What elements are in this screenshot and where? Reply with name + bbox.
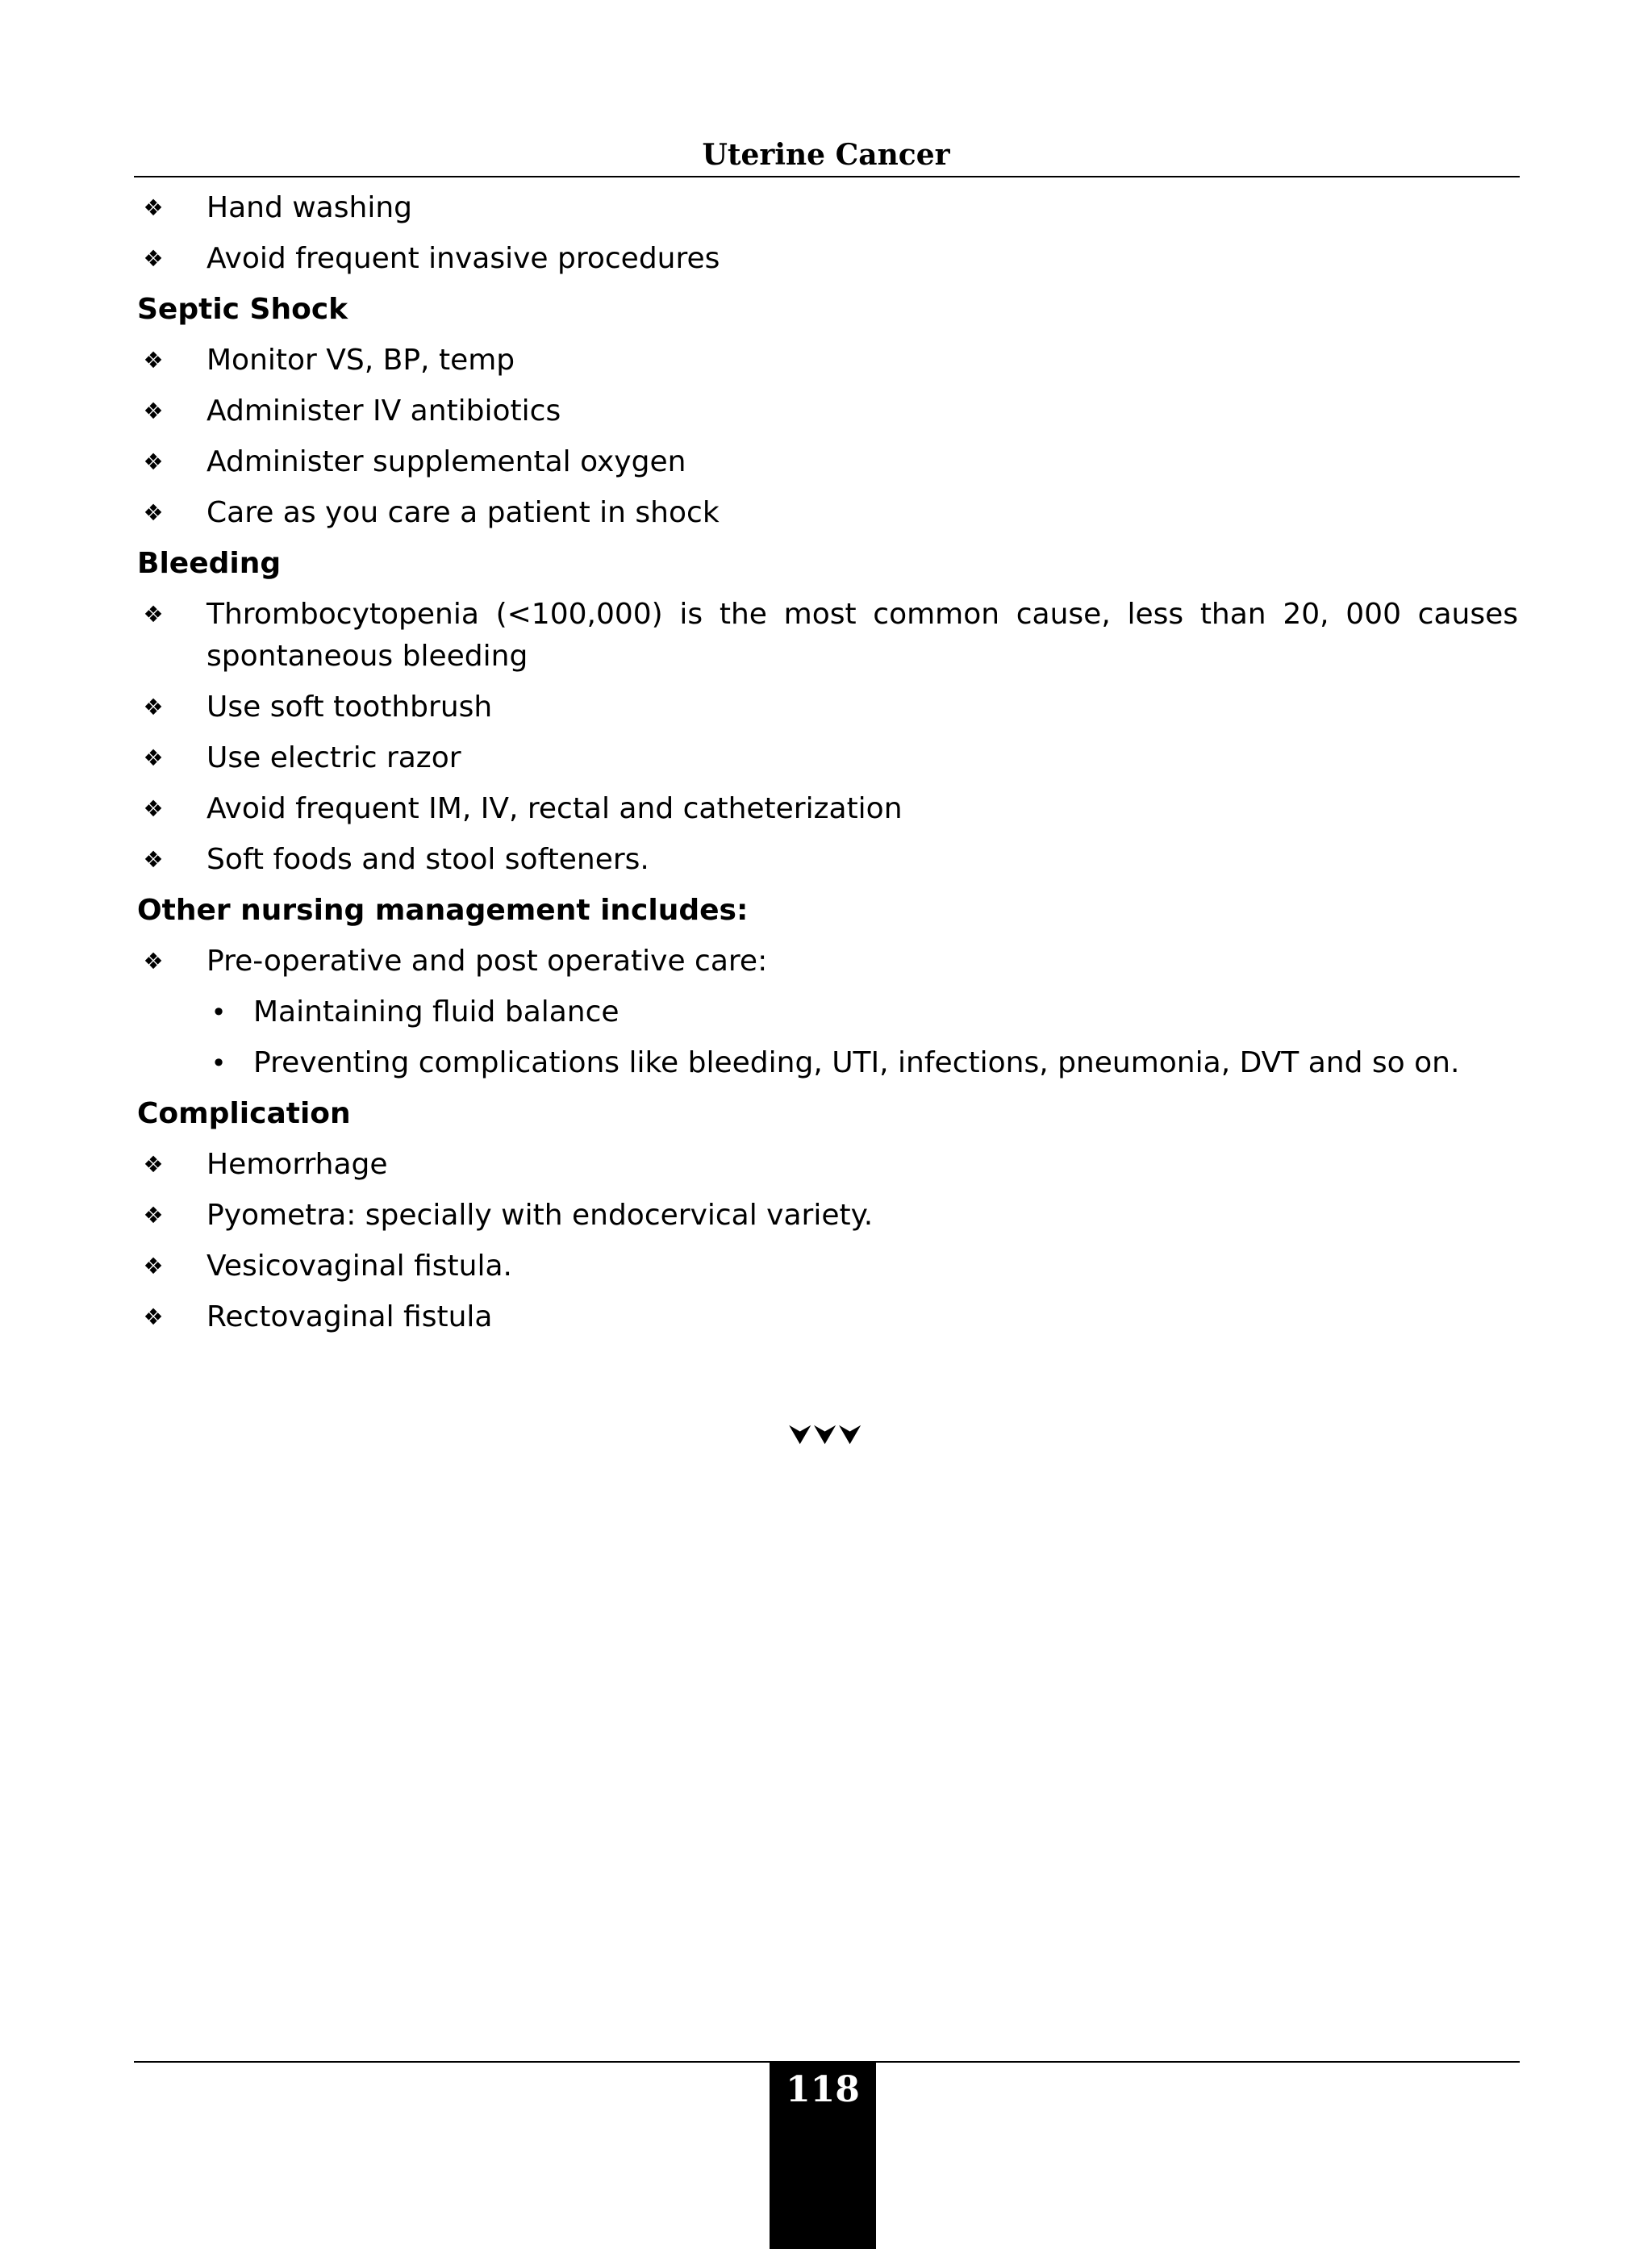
sub-list-item-text: Preventing complications like bleeding, UTI, infections, pneumonia, DVT and so on. [253,1046,1460,1079]
diamond-bullet-icon: ❖ [143,846,164,873]
list-item [137,187,1518,229]
list-item-text: Rectovaginal fistula [206,1300,493,1333]
diamond-bullet-icon: ❖ [143,601,164,628]
sub-list-item [137,991,1518,1033]
list-item-text: Avoid frequent invasive procedures [206,242,720,275]
diamond-bullet-icon: ❖ [143,795,164,822]
dot-bullet-icon: • [211,1048,227,1079]
list-item [137,390,1518,432]
list-item [137,1246,1518,1287]
list-item-text: Administer IV antibiotics [206,394,561,428]
list-item [137,839,1518,881]
section-heading-other-nursing: Other nursing management includes: [137,894,749,927]
page-body [137,187,1518,1347]
list-item [137,788,1518,830]
diamond-bullet-icon: ❖ [143,1304,164,1330]
list-item-text: Use soft toothbrush [206,691,493,724]
list-item-text: Monitor VS, BP, temp [206,344,515,377]
diamond-bullet-icon: ❖ [143,745,164,771]
sub-list-item-text: Maintaining fluid balance [253,995,620,1029]
list-item [137,492,1518,534]
section-heading-bleeding: Bleeding [137,547,282,580]
header-rule [134,176,1520,177]
sub-list-item [137,1042,1518,1084]
diamond-bullet-icon: ❖ [143,948,164,974]
list-item-text: Hemorrhage [206,1148,388,1181]
list-item [137,1195,1518,1237]
list-item-text: Soft foods and stool softeners. [206,843,649,876]
diamond-bullet-icon: ❖ [143,194,164,221]
list-item-text: Pyometra: specially with endocervical variety. [206,1199,874,1232]
diamond-bullet-icon: ❖ [143,398,164,424]
diamond-bullet-icon: ❖ [143,1151,164,1178]
list-item-text: Use electric razor [206,741,461,774]
list-item [137,238,1518,280]
diamond-bullet-icon: ❖ [143,1253,164,1279]
diamond-bullet-icon: ❖ [143,694,164,720]
list-item-text: Hand washing [206,191,412,224]
list-item [137,441,1518,483]
running-header: Uterine Cancer [702,138,950,172]
list-item-text: Care as you care a patient in shock [206,496,720,529]
list-item [137,594,1518,678]
list-item-text: Avoid frequent IM, IV, rectal and catheterization [206,792,903,825]
list-item [137,941,1518,983]
diamond-bullet-icon: ❖ [143,449,164,475]
dot-bullet-icon: • [211,997,227,1028]
diamond-bullet-icon: ❖ [143,499,164,526]
list-item-text: Administer supplemental oxygen [206,445,686,478]
list-item-text: Vesicovaginal fistula. [206,1250,512,1283]
list-item-text: Thrombocytopenia (<100,000) is the most common cause, less than 20, 000 causes spontaneous bleeding [206,598,1518,673]
page-number: 118 [786,2069,860,2110]
list-item [137,340,1518,382]
list-item [137,1144,1518,1186]
list-item [137,686,1518,728]
chapter-end-ornament-icon: ⮟⮟⮟ [788,1419,864,1451]
section-heading-complication: Complication [137,1097,351,1130]
diamond-bullet-icon: ❖ [143,347,164,373]
list-item [137,737,1518,779]
diamond-bullet-icon: ❖ [143,245,164,272]
list-item-text: Pre-operative and post operative care: [206,945,768,978]
diamond-bullet-icon: ❖ [143,1202,164,1229]
section-heading-septic-shock: Septic Shock [137,293,348,326]
list-item [137,1296,1518,1338]
